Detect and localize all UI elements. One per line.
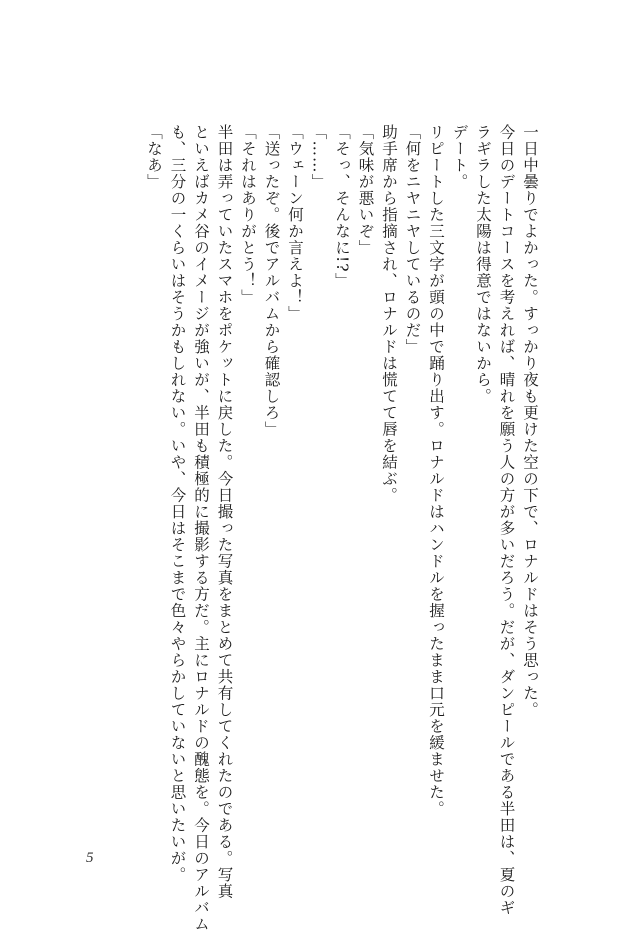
text-line: 「そっ、そんなに!?」 [333, 124, 351, 290]
text-line: 今日のデートコースを考えれば、晴れを願う人の方が多いだろう。だが、ダンピールである半田は、夏のギ [497, 124, 516, 916]
text-line: 「気味が悪いぞ」 [356, 124, 375, 256]
text-line: 「……」 [309, 124, 328, 190]
page-number: 5 [86, 850, 94, 866]
text-line: 半田は弄っていたスマホをポケットに戻した。今日撮った写真をまとめて共有してくれたのである。写真 [215, 124, 234, 900]
text-line: 一日中曇りでよかった。すっかり夜も更けた空の下で、ロナルドはそう思った。 [521, 124, 539, 718]
vertical-text-block [96, 124, 541, 933]
text-line: も、三分の一くらいはそうかもしれない。いや、今日はそこまで色々やらかしていないと思いたいが。 [168, 124, 187, 883]
text-line: 「何をニヤニヤしているのだ」 [403, 124, 422, 355]
text-line: 「送ったぞ。後でアルバムから確認しろ」 [262, 124, 281, 438]
text-line: 「それはありがとう！」 [239, 124, 257, 306]
text-line: といえばカメ谷のイメージが強いが、半田も積極的に撮影する方だ。主にロナルドの醜態を。今日のアルバム [192, 124, 210, 933]
text-line: リピートした三文字が頭の中で踊り出す。ロナルドはハンドルを握ったまま口元を緩ませた。 [427, 124, 445, 817]
text-line: ラギラした太陽は得意ではないから。 [474, 124, 492, 405]
text-line: 「なあ」 [145, 124, 163, 190]
text-line: デート。 [450, 124, 469, 190]
text-line: 助手席から指摘され、ロナルドは慌てて唇を結ぶ。 [380, 124, 398, 504]
text-line: 「ウェーン何か言えよ！」 [286, 124, 304, 322]
